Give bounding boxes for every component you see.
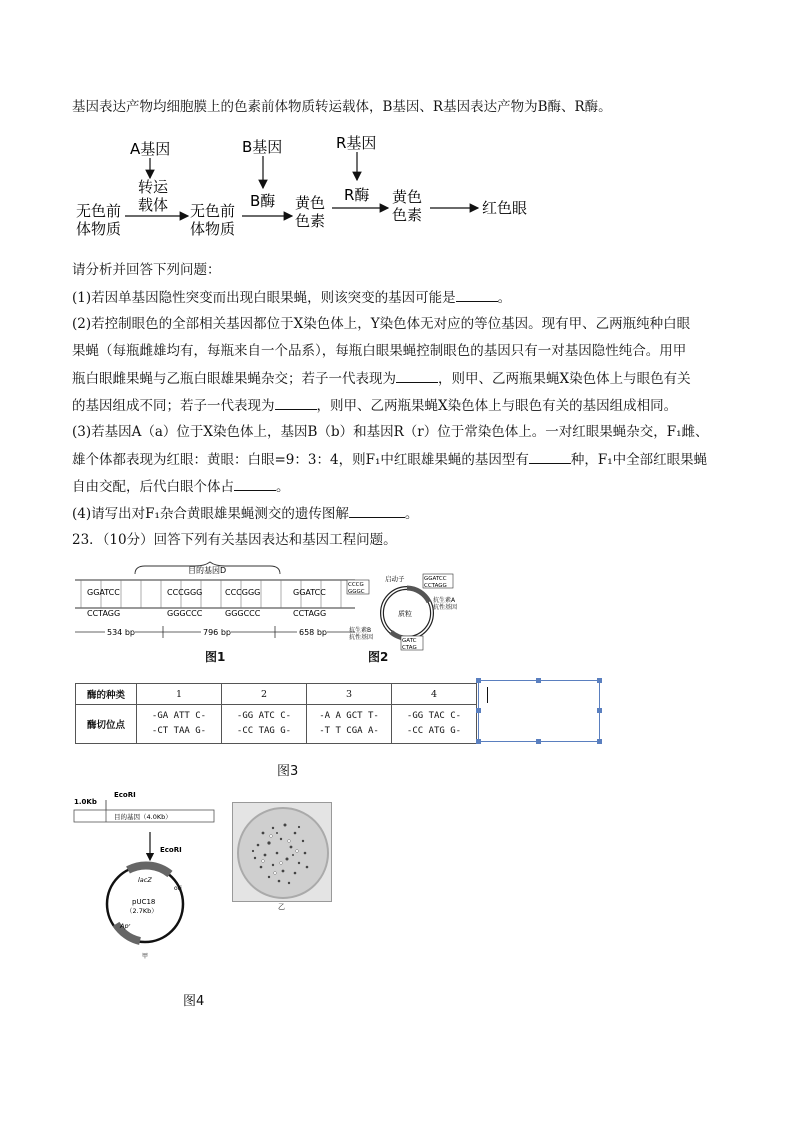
resize-handle-r[interactable]: [597, 708, 602, 713]
fig4-ecori-2: EcoRI: [160, 846, 182, 854]
fig4-ori-label: ori: [174, 885, 182, 892]
resize-handle-b[interactable]: [536, 739, 541, 744]
figure-4-caption: 图4: [183, 994, 205, 1009]
figure-1-caption: 图1: [205, 650, 226, 664]
fig1-seq-bottom-4: CCTAGG: [293, 609, 327, 618]
question-3-line1: (3)若基因A（a）位于X染色体上，基因B（b）和基因R（r）位于常染色体上。一对红眼果蝇杂交，F₁雌、: [72, 424, 709, 440]
question-23-title: 23．（10分）回答下列有关基因表达和基因工程问题。: [72, 532, 397, 548]
fig2-res-b-line1: 抗生素B: [349, 627, 372, 634]
question-2-line4: 的基因组成不同；若子一代表现为 ，则甲、乙两瓶果蝇X染色体上与眼色有关的基因组成相同。: [72, 395, 762, 416]
fig2-res-a-line1: 抗生素A: [433, 597, 456, 604]
fig1-seq-top-3: CCCGGG: [225, 588, 261, 597]
figure-2-plasmid: [345, 572, 465, 652]
fig1-seq-bottom-1: CCTAGG: [87, 609, 121, 618]
fig2-box3-top: GATC: [402, 638, 417, 644]
fig1-target-gene-label: 目的基因D: [188, 566, 227, 575]
yellow1-top: 黄色: [295, 194, 326, 212]
question-3-line3: 自由交配，后代白眼个体占 。: [72, 476, 762, 497]
empty-text-box[interactable]: [478, 680, 600, 742]
fig1-seq-top-1: GGATCC: [87, 588, 120, 597]
fig4-label-yi: 乙: [278, 903, 285, 911]
figure-1-dna-fragment: [75, 560, 355, 650]
resize-handle-bl[interactable]: [476, 739, 481, 744]
fig4-label-jia: 甲: [142, 953, 149, 960]
fig4-plasmid-name: pUC18: [132, 898, 156, 906]
fig3-enzyme-1: 1: [137, 684, 222, 705]
enzyme-r-label: R酶: [344, 186, 370, 204]
precursor2-bottom: 体物质: [190, 220, 236, 238]
fig3-site-1: -GA ATT C- -CT TAA G-: [137, 705, 222, 744]
fig1-seq-bottom-3: GGGCCC: [225, 609, 261, 618]
figure-4-plasmid-construct: [70, 786, 235, 961]
precursor1-top: 无色前: [76, 202, 122, 220]
precursor2-top: 无色前: [190, 202, 236, 220]
bacterial-colonies: [233, 803, 331, 901]
resize-handle-br[interactable]: [597, 739, 602, 744]
fig2-box1-bottom: GGGC: [348, 589, 365, 595]
fig4-lacz-label: lacZ: [138, 876, 152, 884]
fig3-site-2: -GG ATC C- -CC TAG G-: [222, 705, 307, 744]
fig4-length-1: 1.0Kb: [74, 798, 97, 806]
fig2-box1-top: CCCG: [348, 582, 364, 588]
yellow1-bottom: 色素: [295, 212, 326, 230]
red-eye-label: 红色眼: [482, 199, 528, 217]
fig2-promoter-label: 启动子: [385, 575, 405, 583]
yellow2-top: 黄色: [392, 188, 423, 206]
question-2-line3: 瓶白眼雌果蝇与乙瓶白眼雄果蝇杂交；若子一代表现为 ，则甲、乙两瓶果蝇X染色体上与眼色有关: [72, 368, 762, 389]
resize-handle-tl[interactable]: [476, 678, 481, 683]
precursor1-bottom: 体物质: [76, 220, 122, 238]
carrier-bottom: 载体: [138, 196, 169, 214]
gene-a-label: A基因: [130, 140, 171, 158]
question-3-line2: 雄个体都表现为红眼：黄眼：白眼=9：3：4，则F₁中红眼雄果蝇的基因型有 种，F₁中全部红眼果蝇: [72, 449, 762, 470]
fig3-site-3: -A A GCT T- -T T CGA A-: [307, 705, 392, 744]
fig4-plasmid-size: （2.7Kb）: [126, 907, 158, 915]
enzyme-b-label: B酶: [250, 192, 276, 210]
resize-handle-tr[interactable]: [597, 678, 602, 683]
gene-b-label: B基因: [242, 138, 283, 156]
fig3-site-4: -GG TAC C- -CC ATG G-: [392, 705, 477, 744]
fig4-ecori-1: EcoRI: [114, 791, 136, 799]
question-2-line1: (2)若控制眼色的全部相关基因都位于X染色体上，Y染色体无对应的等位基因。现有甲、乙两瓶纯种白眼: [72, 316, 691, 332]
intro-text: 基因表达产物均细胞膜上的色素前体物质转运载体，B基因、R基因表达产物为B酶、R酶。: [72, 99, 612, 115]
question-2-line2: 果蝇（每瓶雌雄均有，每瓶来自一个品系），每瓶白眼果蝇控制眼色的基因只有一对基因隐性纯合。用甲: [72, 343, 687, 359]
fig3-header-label: 酶的种类: [76, 684, 137, 705]
fig2-box3-bottom: CTAG: [402, 645, 417, 651]
fig2-res-a-line2: 抗性基因: [433, 604, 458, 611]
fig1-length-3: 658 bp: [299, 628, 327, 637]
fig4-target-gene: 目的基因（4.0Kb）: [114, 813, 172, 821]
fig1-length-2: 796 bp: [203, 628, 231, 637]
gene-r-label: R基因: [336, 134, 377, 152]
resize-handle-t[interactable]: [536, 678, 541, 683]
fig1-seq-top-2: CCCGGG: [167, 588, 203, 597]
question-4: (4)请写出对F₁杂合黄眼雄果蝇测交的遗传图解 。: [72, 503, 762, 524]
yellow2-bottom: 色素: [392, 206, 423, 224]
figure-2-caption: 图2: [368, 650, 389, 664]
figure-3-caption: 图3: [277, 764, 299, 779]
fig1-length-1: 534 bp: [107, 628, 135, 637]
question-1: (1)若因单基因隐性突变而出现白眼果蝇，则该突变的基因可能是 。: [72, 287, 762, 308]
fig3-enzyme-3: 3: [307, 684, 392, 705]
resize-handle-l[interactable]: [476, 708, 481, 713]
figure-3-enzyme-table: [75, 683, 477, 744]
fig4-ap-label: Apʳ: [120, 922, 131, 930]
fig2-res-b-line2: 抗性基因: [349, 634, 374, 641]
petri-dish-photo: [232, 802, 332, 902]
fig1-seq-top-4: GGATCC: [293, 588, 326, 597]
fig2-box2-bottom: CCTAGG: [424, 583, 447, 589]
fig3-enzyme-2: 2: [222, 684, 307, 705]
fig2-box2-top: GGATCC: [424, 576, 447, 582]
fig2-plasmid-label: 质粒: [398, 610, 412, 618]
question-prompt: 请分析并回答下列问题：: [72, 262, 221, 278]
fig3-site-label: 酶切位点: [76, 705, 137, 744]
text-cursor: [487, 687, 488, 703]
fig1-seq-bottom-2: GGGCCC: [167, 609, 203, 618]
carrier-top: 转运: [138, 178, 169, 196]
eye-color-pathway-diagram: [70, 128, 550, 246]
fig3-enzyme-4: 4: [392, 684, 477, 705]
